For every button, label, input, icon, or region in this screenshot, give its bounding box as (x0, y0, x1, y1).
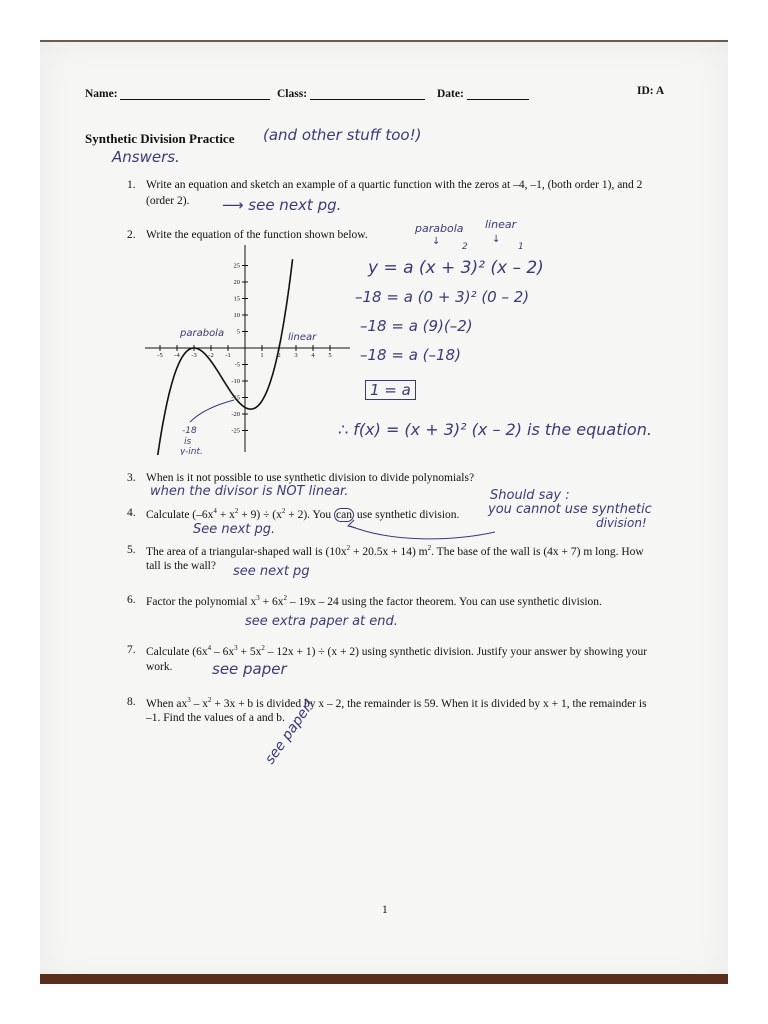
q2-text: Write the equation of the function shown below. (146, 229, 368, 241)
worksheet-title: Synthetic Division Practice (85, 131, 235, 146)
yint-label-3: y-int. (180, 447, 203, 455)
y-tick-label: -10 (231, 378, 240, 385)
q7-answer: see paper (212, 660, 287, 678)
id-label: ID: A (637, 85, 665, 97)
yint-label-1: -18 (182, 426, 197, 436)
graph-label-parabola: parabola (180, 328, 225, 339)
x-tick-label: 3 (294, 352, 298, 359)
page-bottom-edge (40, 974, 728, 984)
q8-text-line2: –1. Find the values of a and b. (146, 712, 285, 724)
q6-number: 6. (127, 594, 136, 606)
q1-answer: ⟶ see next pg. (222, 196, 342, 214)
q4-text: Calculate $(-6x^4 + x^2 + 9) \div (x^2 + 2)$. You can use synthetic division. (146, 507, 460, 521)
work-line-2: –18 = a (0 + 3)² (0 – 2) (355, 288, 530, 306)
q3-answer: when the divisor is NOT linear. (150, 484, 349, 499)
yint-arrow (190, 400, 234, 422)
y-tick-label: 20 (233, 279, 240, 286)
work-final-equation: ∴ f(x) = (x + 3)² (x – 2) is the equation. (338, 420, 652, 439)
date-field (437, 88, 529, 100)
q5-text: The area of a triangular-shaped wall is $(10x^2 + 20.5x + 14)$ $m^2$. The base of the wall is (4x + 7) m long. How (146, 544, 644, 558)
work-exp-1: 1 (518, 242, 524, 252)
x-tick-label: 1 (260, 352, 264, 359)
q4-correction-2: division! (596, 516, 647, 530)
work-line-3: –18 = a (9)(–2) (360, 317, 473, 335)
work-line-5-boxed: 1 = a (365, 380, 416, 400)
y-tick-label: 5 (236, 328, 240, 336)
q4-can-circled: can (336, 508, 352, 521)
x-tick-label: 2 (277, 352, 281, 359)
y-tick-label: -5 (234, 361, 240, 369)
graph-label-linear: linear (288, 332, 317, 343)
work-line-4: –18 = a (–18) (360, 346, 461, 364)
q8-answer: see paper! (262, 696, 319, 768)
page-number: 1 (382, 904, 388, 916)
q8-number: 8. (127, 696, 136, 708)
q7-text: Calculate $(6x^4 - 6x^3 + 5x^2 - 12x + 1) \div (x + 2)$ using synthetic division. Justify your answer by showing your (146, 644, 648, 658)
q3-text: When is it not possible to use synthetic division to divide polynomials? (146, 472, 475, 484)
q5-number: 5. (127, 544, 136, 556)
name-field (85, 88, 270, 100)
q7-number: 7. (127, 644, 136, 656)
q5-text-line2: tall is the wall? (146, 560, 216, 572)
date-blank[interactable] (467, 99, 529, 100)
class-field (277, 88, 425, 100)
work-line-1: y = a (x + 3)² (x – 2) (368, 258, 544, 278)
q1-text: Write an equation and sketch an example of a quartic function with the zeros at –4, –1, (both order 1), and 2 (146, 179, 643, 191)
q4-correction: you cannot use synthetic (488, 502, 652, 517)
name-label: Name: (85, 88, 118, 100)
q4-number: 4. (127, 507, 136, 519)
x-tick-label: -3 (191, 352, 197, 359)
work-exp-2: 2 (462, 242, 468, 252)
q7-text-line2: work. (146, 661, 173, 673)
work-arrow-parabola: ↓ (432, 236, 441, 247)
x-tick-label: 4 (311, 352, 315, 359)
q6-answer: see extra paper at end. (245, 614, 398, 629)
name-blank[interactable] (120, 99, 270, 100)
q3-number: 3. (127, 472, 136, 484)
y-tick-label: 25 (233, 262, 240, 270)
x-tick-label: 5 (328, 352, 332, 359)
q4-answer: See next pg. (193, 522, 276, 537)
y-tick-label: -20 (231, 411, 240, 418)
q2-number: 2. (127, 229, 136, 241)
q1-text-line2: (order 2). (146, 195, 190, 207)
yint-label-2: is (184, 437, 192, 447)
q4-correction-arrow (330, 512, 500, 542)
class-blank[interactable] (310, 99, 425, 100)
y-tick-label: -25 (231, 427, 240, 435)
handwritten-answers: Answers. (112, 148, 180, 166)
q1-number: 1. (127, 179, 136, 191)
x-tick-label: -5 (157, 352, 163, 359)
y-tick-label: 15 (233, 295, 240, 303)
handwritten-title-note: (and other stuff too!) (263, 126, 422, 144)
date-label: Date: (437, 88, 464, 100)
q6-text: Factor the polynomial $x^3 + 6x^2 - 19x - 24$ using the factor theorem. You can use synthetic division. (146, 594, 602, 608)
q4-should-say: Should say : (490, 488, 570, 503)
x-tick-label: -4 (174, 352, 180, 359)
y-tick-label: 10 (233, 312, 240, 319)
work-label-linear: linear (485, 218, 517, 231)
y-tick-label: -15 (231, 394, 240, 402)
class-label: Class: (277, 88, 308, 100)
q8-text: When $ax^3 - x^2 + 3x + b$ is divided by x – 2, the remainder is 59. When it is divided by x + 1, the remainder is (146, 696, 647, 710)
q5-answer: see next pg (233, 564, 310, 579)
work-arrow-linear: ↓ (492, 234, 501, 245)
work-label-parabola: parabola (415, 222, 464, 235)
x-tick-label: -2 (208, 352, 214, 359)
graph-axes (145, 245, 350, 452)
function-graph (140, 240, 355, 455)
x-tick-label: -1 (225, 352, 231, 359)
